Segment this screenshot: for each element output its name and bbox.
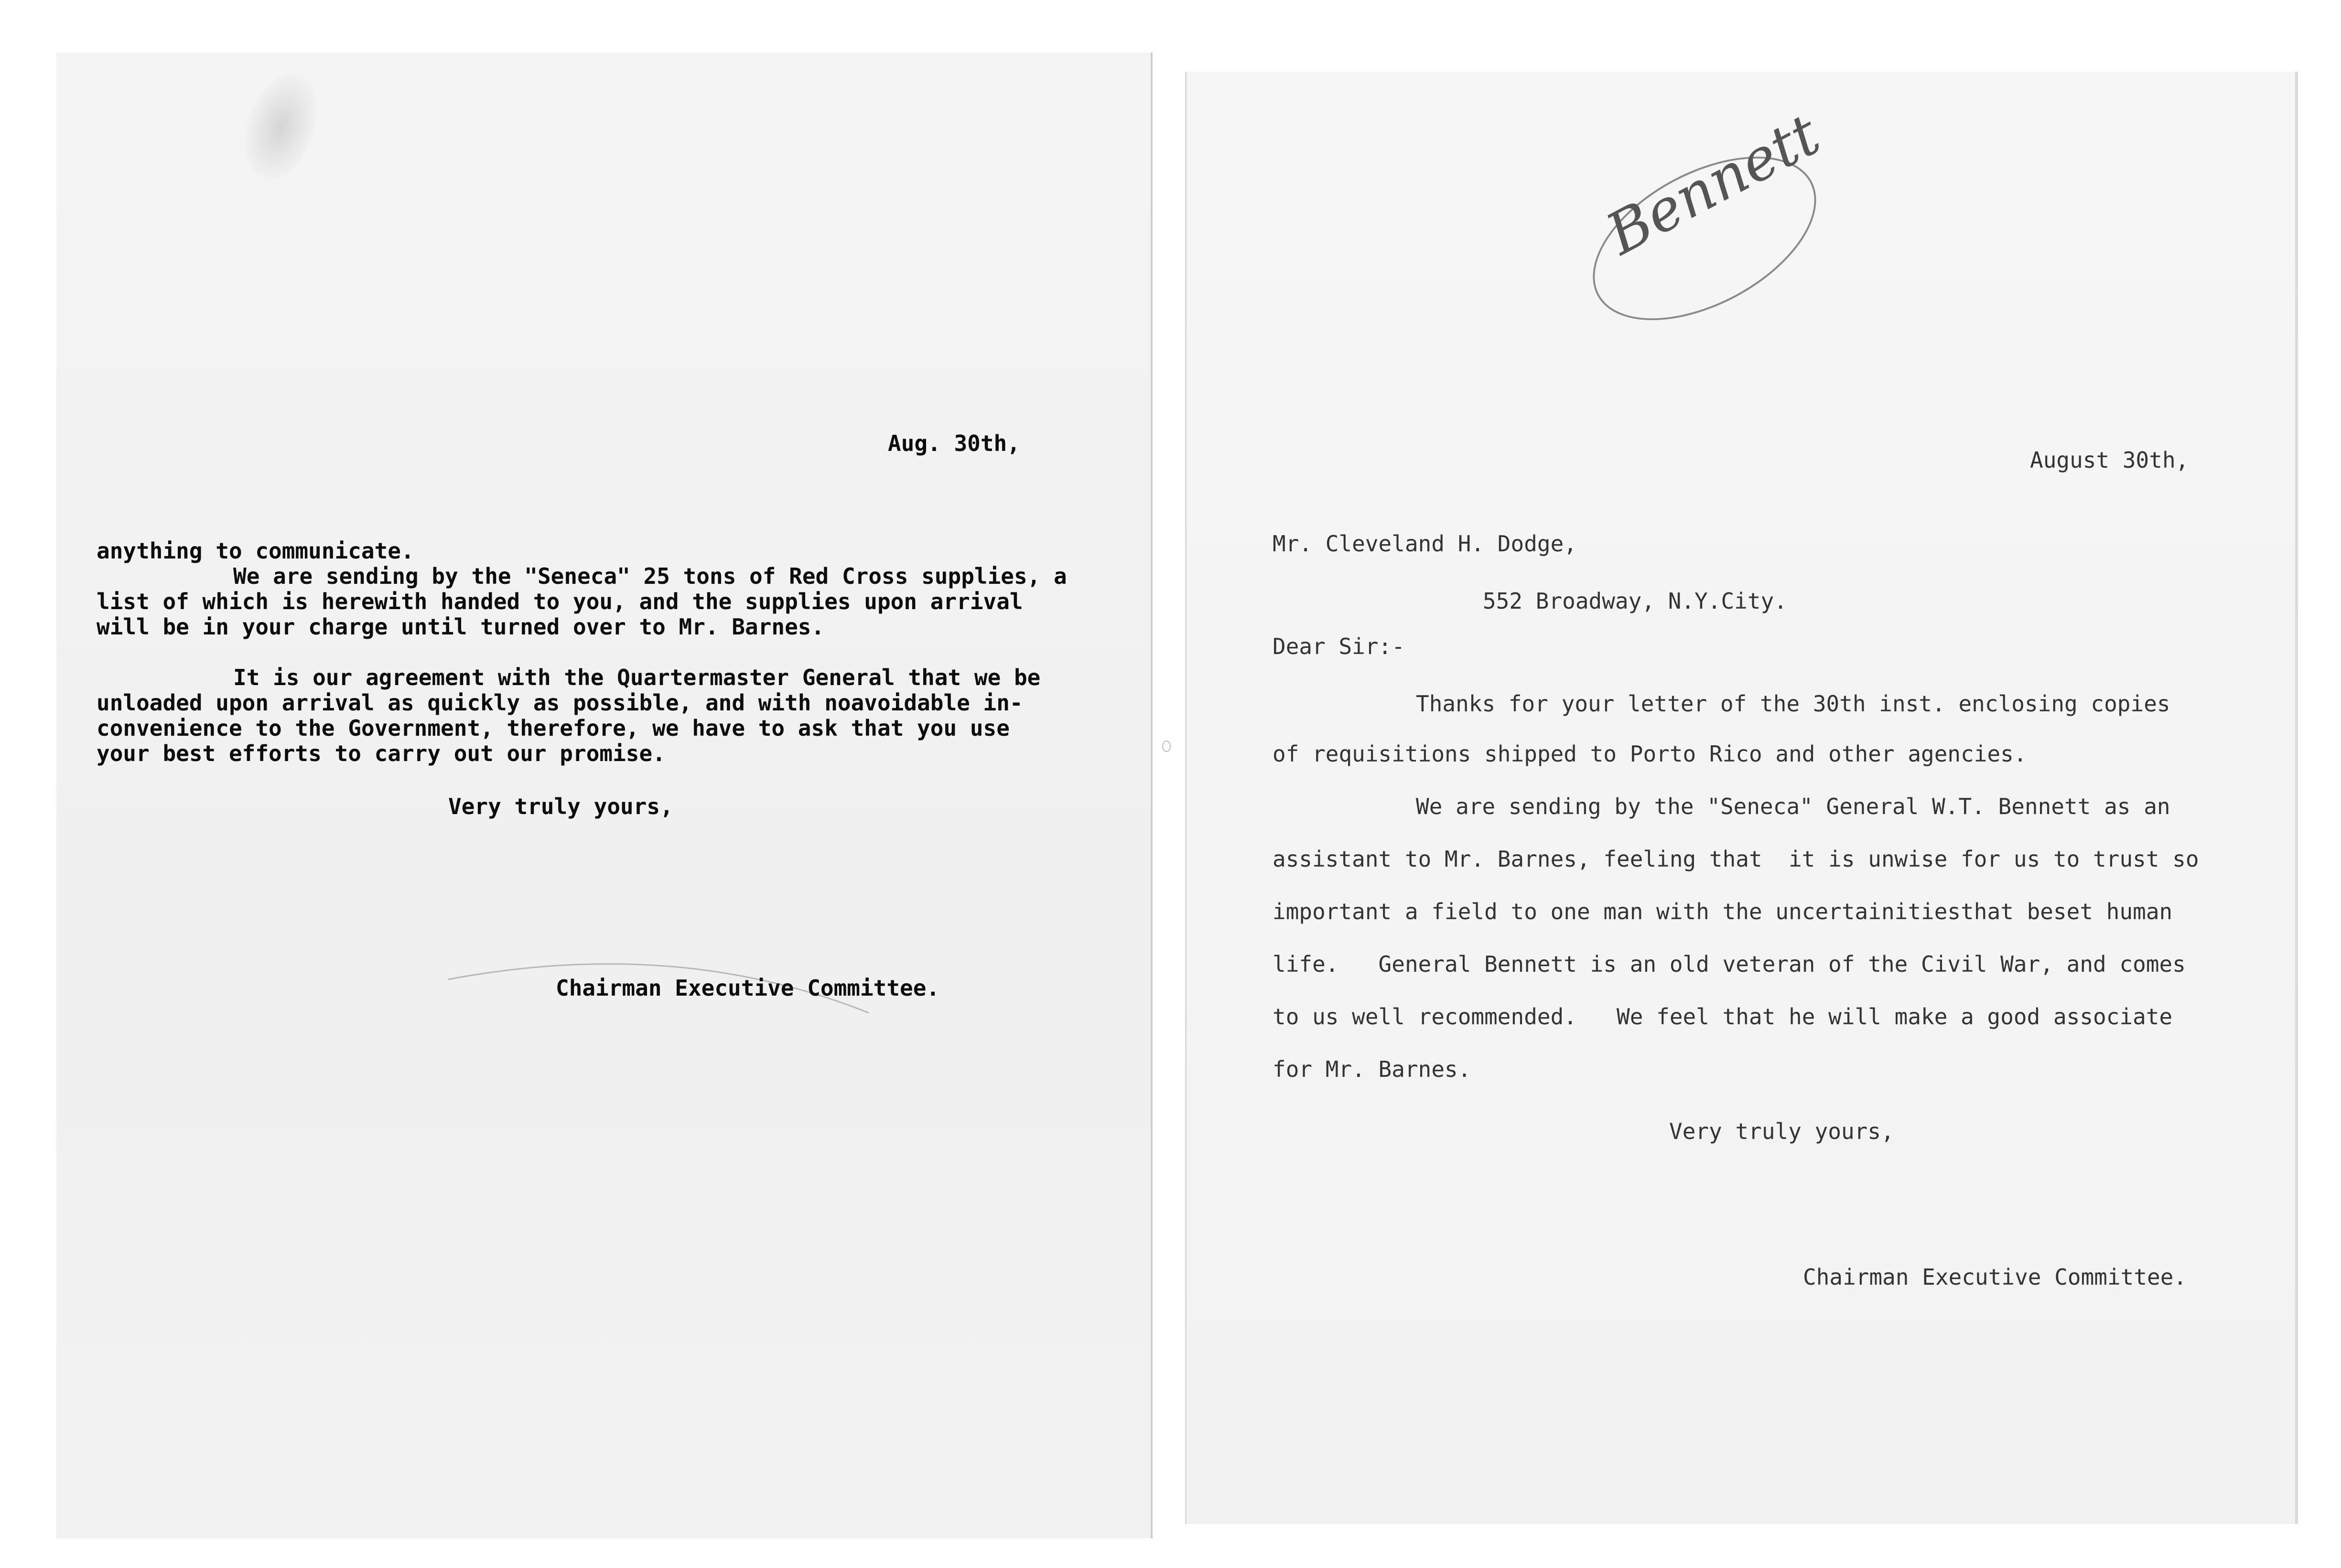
right-address: 552 Broadway, N.Y.City.: [1483, 588, 1787, 614]
right-body-line-5: important a field to one man with the uncertainitiesthat beset human: [1273, 899, 2173, 924]
left-body-line-1: anything to communicate.: [97, 538, 414, 564]
punch-hole-mark: [1162, 741, 1171, 752]
right-body-line-2: of requisitions shipped to Porto Rico and other agencies.: [1273, 741, 2027, 767]
right-body-line-1: Thanks for your letter of the 30th inst. enclosing copies: [1416, 691, 2170, 717]
left-body-line-7: convenience to the Government, therefore, we have to ask that you use: [97, 715, 1010, 741]
right-letter-page: [1185, 72, 2298, 1524]
bennett-stamp: [1583, 101, 1832, 311]
right-date: August 30th,: [2030, 447, 2189, 473]
left-body-line-4: will be in your charge until turned over to Mr. Barnes.: [97, 614, 825, 640]
right-signature: Chairman Executive Committee.: [1803, 1264, 2187, 1290]
right-body-line-8: for Mr. Barnes.: [1273, 1056, 1471, 1082]
left-body-line-2: We are sending by the "Seneca" 25 tons of Red Cross supplies, a: [233, 563, 1067, 589]
left-signature: Chairman Executive Committee.: [556, 975, 940, 1001]
left-date: Aug. 30th,: [888, 430, 1020, 456]
right-body-line-4: assistant to Mr. Barnes, feeling that it is unwise for us to trust so: [1273, 846, 2199, 872]
left-body-line-6: unloaded upon arrival as quickly as possible, and with noavoidable in-: [97, 690, 1023, 716]
left-closing: Very truly yours,: [448, 794, 673, 819]
right-salutation: Dear Sir:-: [1273, 634, 1405, 659]
right-body-line-7: to us well recommended. We feel that he will make a good associate: [1273, 1004, 2173, 1030]
right-body-line-3: We are sending by the "Seneca" General W.T. Bennett as an: [1416, 794, 2170, 819]
stamp-signature: Bennett: [1596, 101, 1831, 268]
left-letter-page: [56, 53, 1153, 1538]
left-body-line-5: It is our agreement with the Quartermaster General that we be: [233, 665, 1041, 690]
left-body-line-3: list of which is herewith handed to you, and the supplies upon arrival: [97, 589, 1023, 614]
right-addressee: Mr. Cleveland H. Dodge,: [1273, 531, 1577, 557]
left-body-line-8: your best efforts to carry out our promise.: [97, 741, 666, 766]
right-body-line-6: life. General Bennett is an old veteran of the Civil War, and comes: [1273, 951, 2186, 977]
right-closing: Very truly yours,: [1669, 1118, 1894, 1144]
